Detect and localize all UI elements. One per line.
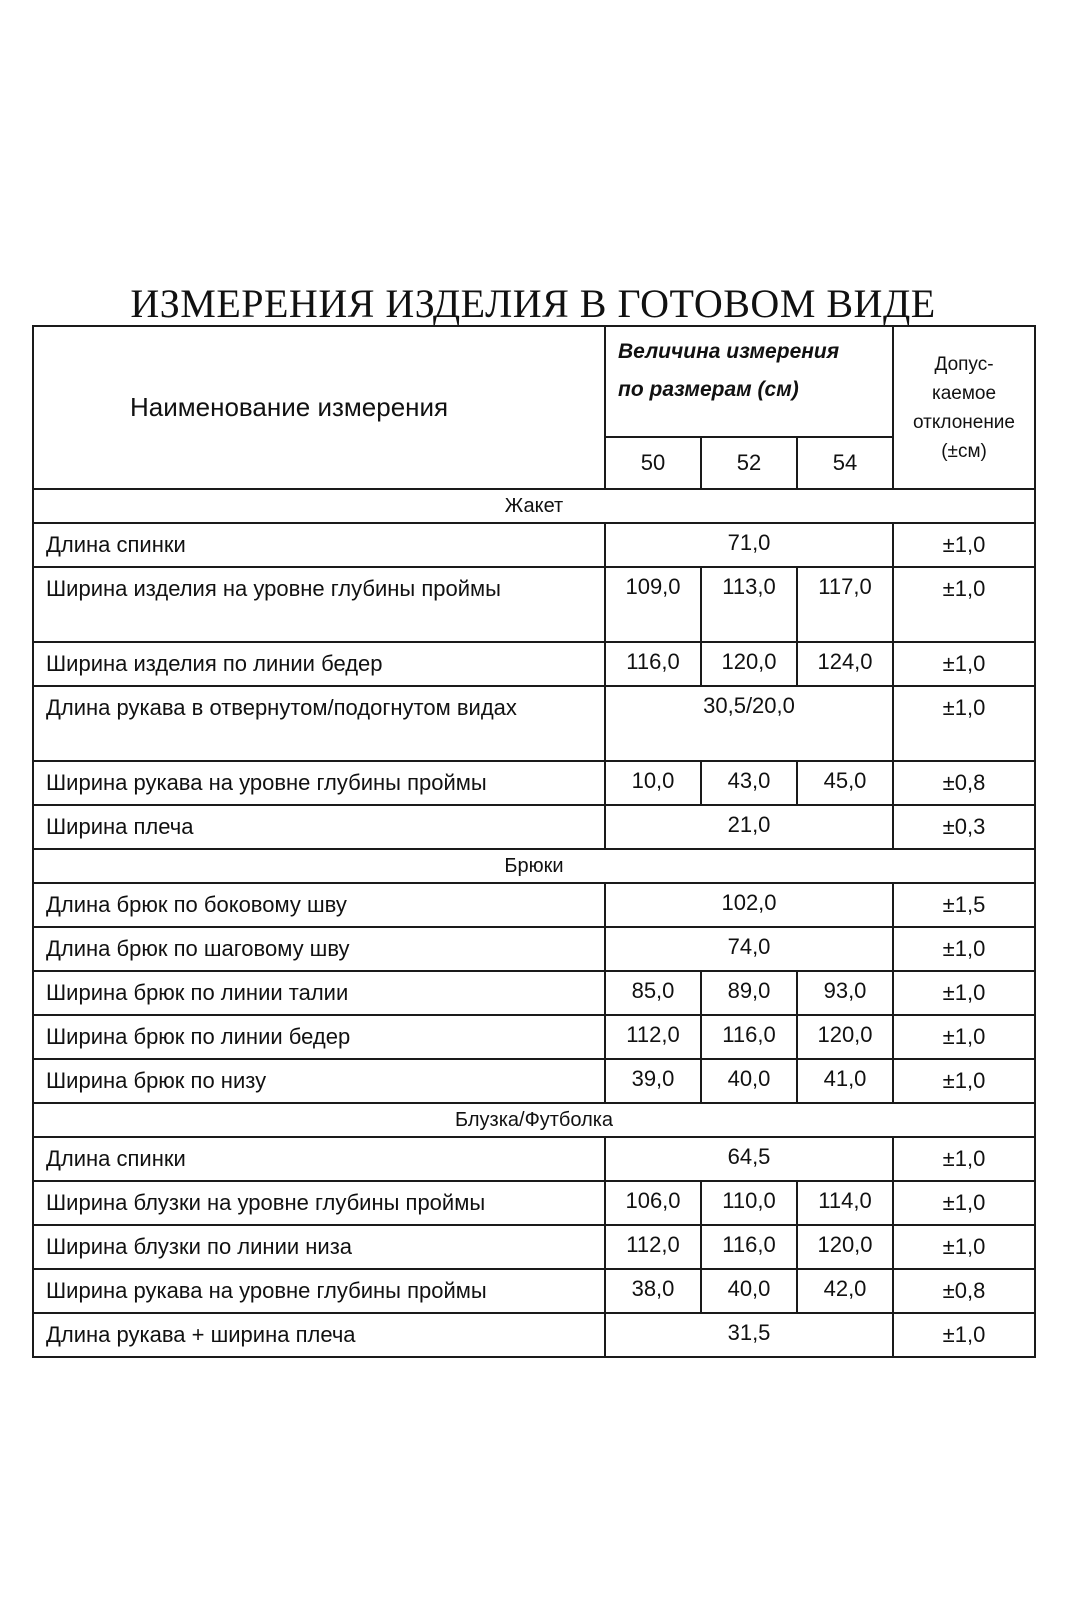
tolerance-value: ±0,8 xyxy=(893,1269,1035,1313)
table-row xyxy=(33,523,1035,567)
tolerance-value: ±1,0 xyxy=(893,642,1035,686)
measurement-value-all-sizes: 74,0 xyxy=(605,927,893,971)
table-row xyxy=(33,1313,1035,1357)
header-size-54: 54 xyxy=(797,437,893,489)
table-row xyxy=(33,1225,1035,1269)
measurement-name: Длина рукава в отвернутом/подогнутом видах xyxy=(33,686,605,761)
table-row xyxy=(33,1269,1035,1313)
measurement-value-size-54: 120,0 xyxy=(797,1015,893,1059)
measurement-value-all-sizes: 71,0 xyxy=(605,523,893,567)
table-row xyxy=(33,1137,1035,1181)
measurement-value-size-52: 40,0 xyxy=(701,1059,797,1103)
measurement-value-size-50: 106,0 xyxy=(605,1181,701,1225)
measurement-value-size-50: 112,0 xyxy=(605,1225,701,1269)
measurement-value-size-54: 42,0 xyxy=(797,1269,893,1313)
measurement-value-size-52: 110,0 xyxy=(701,1181,797,1225)
table-row xyxy=(33,883,1035,927)
measurement-value-size-52: 43,0 xyxy=(701,761,797,805)
measurement-name: Ширина рукава на уровне глубины проймы xyxy=(33,761,605,805)
measurement-name: Длина спинки xyxy=(33,523,605,567)
table-row xyxy=(33,971,1035,1015)
measurement-value-size-50: 39,0 xyxy=(605,1059,701,1103)
tolerance-value: ±1,0 xyxy=(893,686,1035,761)
tolerance-value: ±1,0 xyxy=(893,1015,1035,1059)
tolerance-value: ±1,0 xyxy=(893,567,1035,642)
measurement-value-size-52: 116,0 xyxy=(701,1015,797,1059)
measurement-value-all-sizes: 31,5 xyxy=(605,1313,893,1357)
measurement-value-size-52: 113,0 xyxy=(701,567,797,642)
measurement-name: Длина брюк по боковому шву xyxy=(33,883,605,927)
measurement-name: Ширина брюк по низу xyxy=(33,1059,605,1103)
measurement-name: Ширина брюк по линии бедер xyxy=(33,1015,605,1059)
measurement-name: Ширина плеча xyxy=(33,805,605,849)
measurement-value-size-54: 120,0 xyxy=(797,1225,893,1269)
page-title: ИЗМЕРЕНИЯ ИЗДЕЛИЯ В ГОТОВОМ ВИДЕ xyxy=(130,281,936,326)
measurement-value-size-50: 109,0 xyxy=(605,567,701,642)
measurement-value-size-52: 89,0 xyxy=(701,971,797,1015)
tolerance-value: ±1,0 xyxy=(893,927,1035,971)
measurement-value-size-54: 41,0 xyxy=(797,1059,893,1103)
table-body xyxy=(33,489,1035,1357)
tolerance-value: ±1,0 xyxy=(893,1137,1035,1181)
measurement-value-all-sizes: 30,5/20,0 xyxy=(605,686,893,761)
section-title: Брюки xyxy=(33,849,1035,883)
measurement-name: Ширина блузки на уровне глубины проймы xyxy=(33,1181,605,1225)
tolerance-value: ±1,0 xyxy=(893,523,1035,567)
header-size-50: 50 xyxy=(605,437,701,489)
measurements-table xyxy=(32,325,1036,1358)
tolerance-value: ±1,0 xyxy=(893,1181,1035,1225)
measurement-name: Ширина рукава на уровне глубины проймы xyxy=(33,1269,605,1313)
table-row xyxy=(33,642,1035,686)
measurement-name: Длина рукава + ширина плеча xyxy=(33,1313,605,1357)
header-tol-line4: (±см) xyxy=(941,440,987,462)
table-row xyxy=(33,805,1035,849)
measurement-value-size-50: 38,0 xyxy=(605,1269,701,1313)
measurement-value-size-50: 116,0 xyxy=(605,642,701,686)
section-title: Жакет xyxy=(33,489,1035,523)
measurement-value-size-54: 124,0 xyxy=(797,642,893,686)
header-tol-line1: Допус- xyxy=(934,353,994,375)
header-values-line1: Величина измерения xyxy=(618,340,840,363)
measurement-name: Ширина изделия по линии бедер xyxy=(33,642,605,686)
tolerance-value: ±0,3 xyxy=(893,805,1035,849)
tolerance-value: ±1,0 xyxy=(893,1313,1035,1357)
measurement-name: Ширина изделия на уровне глубины проймы xyxy=(33,567,605,642)
tolerance-value: ±1,0 xyxy=(893,1059,1035,1103)
tolerance-value: ±1,0 xyxy=(893,971,1035,1015)
measurement-value-size-50: 112,0 xyxy=(605,1015,701,1059)
header-tol-line3: отклонение xyxy=(913,411,1015,433)
table-row xyxy=(33,1015,1035,1059)
measurement-value-size-54: 45,0 xyxy=(797,761,893,805)
measurement-value-all-sizes: 64,5 xyxy=(605,1137,893,1181)
tolerance-value: ±0,8 xyxy=(893,761,1035,805)
measurement-value-size-52: 116,0 xyxy=(701,1225,797,1269)
header-size-52: 52 xyxy=(701,437,797,489)
measurement-name: Длина брюк по шаговому шву xyxy=(33,927,605,971)
header-values-line2: по размерам (см) xyxy=(618,378,799,401)
header-tol-line2: каемое xyxy=(931,382,997,404)
measurement-name: Ширина брюк по линии талии xyxy=(33,971,605,1015)
measurement-name: Ширина блузки по линии низа xyxy=(33,1225,605,1269)
measurement-value-size-52: 120,0 xyxy=(701,642,797,686)
measurement-value-size-50: 85,0 xyxy=(605,971,701,1015)
tolerance-value: ±1,5 xyxy=(893,883,1035,927)
measurement-value-all-sizes: 102,0 xyxy=(605,883,893,927)
table-row xyxy=(33,1181,1035,1225)
header-values xyxy=(605,326,893,437)
section-title: Блузка/Футболка xyxy=(33,1103,1035,1137)
measurement-value-size-54: 117,0 xyxy=(797,567,893,642)
tolerance-value: ±1,0 xyxy=(893,1225,1035,1269)
header-name: Наименование измерения xyxy=(33,326,605,489)
measurement-value-size-50: 10,0 xyxy=(605,761,701,805)
table-row xyxy=(33,567,1035,642)
measurement-value-all-sizes: 21,0 xyxy=(605,805,893,849)
table-row xyxy=(33,927,1035,971)
measurement-value-size-54: 114,0 xyxy=(797,1181,893,1225)
measurement-value-size-52: 40,0 xyxy=(701,1269,797,1313)
table-row xyxy=(33,761,1035,805)
measurement-value-size-54: 93,0 xyxy=(797,971,893,1015)
measurement-name: Длина спинки xyxy=(33,1137,605,1181)
table-row xyxy=(33,1059,1035,1103)
header-tolerance xyxy=(893,326,1035,489)
table-row xyxy=(33,686,1035,761)
